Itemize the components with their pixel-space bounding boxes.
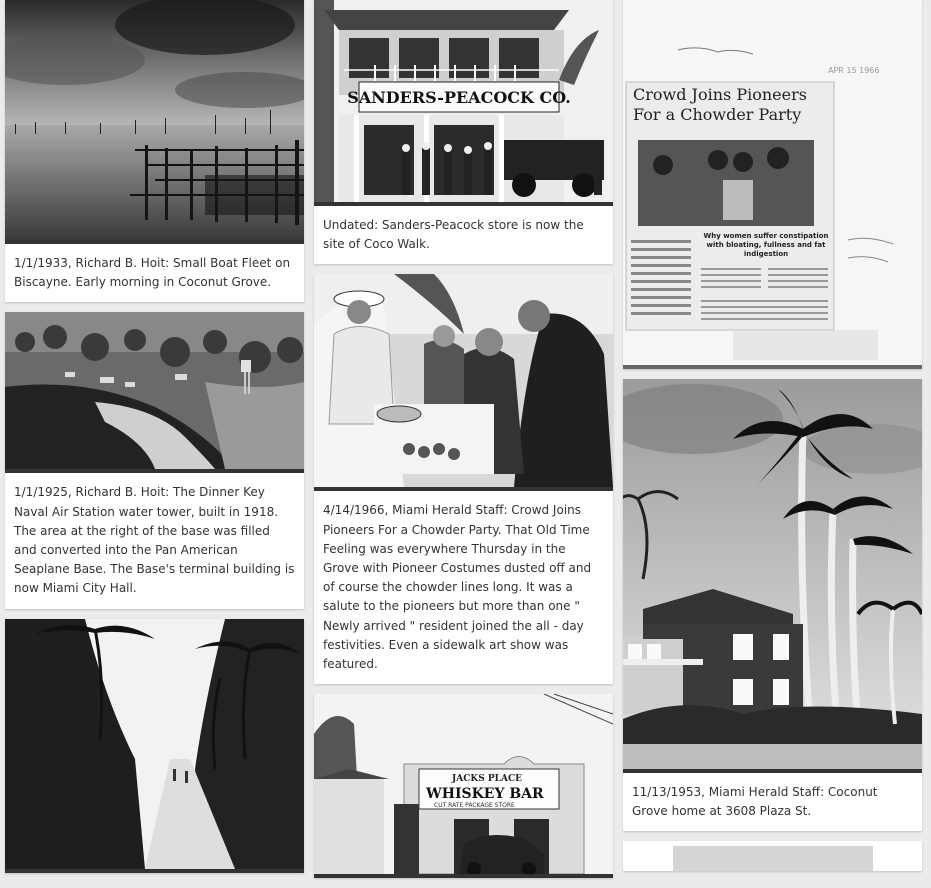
sign-cut-rate: CUT RATE PACKAGE STORE (434, 802, 515, 810)
photo-coconut-grove-home[interactable] (623, 379, 922, 773)
photo-caption: 4/14/1966, Miami Herald Staff: Crowd Joins Pioneers For a Chowder Party. That Old Time Feeling was everywhere Thursday in the Grove with Pioneer Costumes dusted off and of course the chowder lines long. It was a salute to the pioneers but more than one " Newly arrived " resident joined the all - day festivities. Even a sidewalk art show was featured. (323, 503, 592, 672)
photo-small-boat-fleet[interactable] (5, 0, 304, 244)
photo-card-sanders-peacock[interactable] (314, 0, 613, 264)
photo-card-small-boat-fleet[interactable] (5, 0, 304, 302)
sign-jacks-place: JACKS PLACE (452, 774, 522, 785)
photo-card-plaza-st-home[interactable] (623, 379, 922, 831)
photo-caption: 1/1/1933, Richard B. Hoit: Small Boat Fleet on Biscayne. Early morning in Coconut Grove. (14, 256, 291, 290)
photo-dinner-key-aerial[interactable] (5, 312, 304, 473)
photo-partial[interactable] (623, 841, 922, 871)
photo-card-chowder-clipping[interactable] (623, 0, 922, 369)
photo-card-partial[interactable] (623, 841, 922, 871)
photo-sanders-peacock-store[interactable] (314, 0, 613, 206)
gallery-column-1 (5, 0, 304, 883)
photo-caption: 1/1/1925, Richard B. Hoit: The Dinner Key Naval Air Station water tower, built in 1918. The area at the right of the base was filled and converted into the Pan American Seaplane Base. The Base's terminal building is now Miami City Hall. (14, 485, 295, 596)
clipping-headline-2: For a Chowder Party (633, 105, 802, 124)
gallery-column-3 (623, 0, 922, 881)
photo-card-whiskey-bar[interactable] (314, 694, 613, 878)
store-sign: SANDERS-PEACOCK CO. (347, 88, 571, 107)
date-stamp: APR 15 1966 (828, 66, 880, 75)
photo-jacks-place-whiskey-bar[interactable] (314, 694, 613, 878)
clipping-subhead: Why women suffer constipation with bloating, fullness and fat indigestion (703, 232, 829, 258)
sign-whiskey-bar: WHISKEY BAR (426, 786, 544, 803)
photo-chowder-party[interactable] (314, 274, 613, 491)
photo-newspaper-clipping[interactable] (623, 0, 922, 369)
clipping-headline-1: Crowd Joins Pioneers (633, 85, 807, 104)
photo-caption: 11/13/1953, Miami Herald Staff: Coconut Grove home at 3608 Plaza St. (632, 785, 878, 819)
photo-card-chowder-party[interactable] (314, 274, 613, 684)
photo-caption: Undated: Sanders-Peacock store is now the site of Coco Walk. (323, 218, 584, 252)
gallery-column-2 (314, 0, 613, 888)
photo-card-palm-road[interactable] (5, 619, 304, 873)
photo-card-dinner-key[interactable] (5, 312, 304, 608)
photo-palm-lined-road[interactable] (5, 619, 304, 873)
